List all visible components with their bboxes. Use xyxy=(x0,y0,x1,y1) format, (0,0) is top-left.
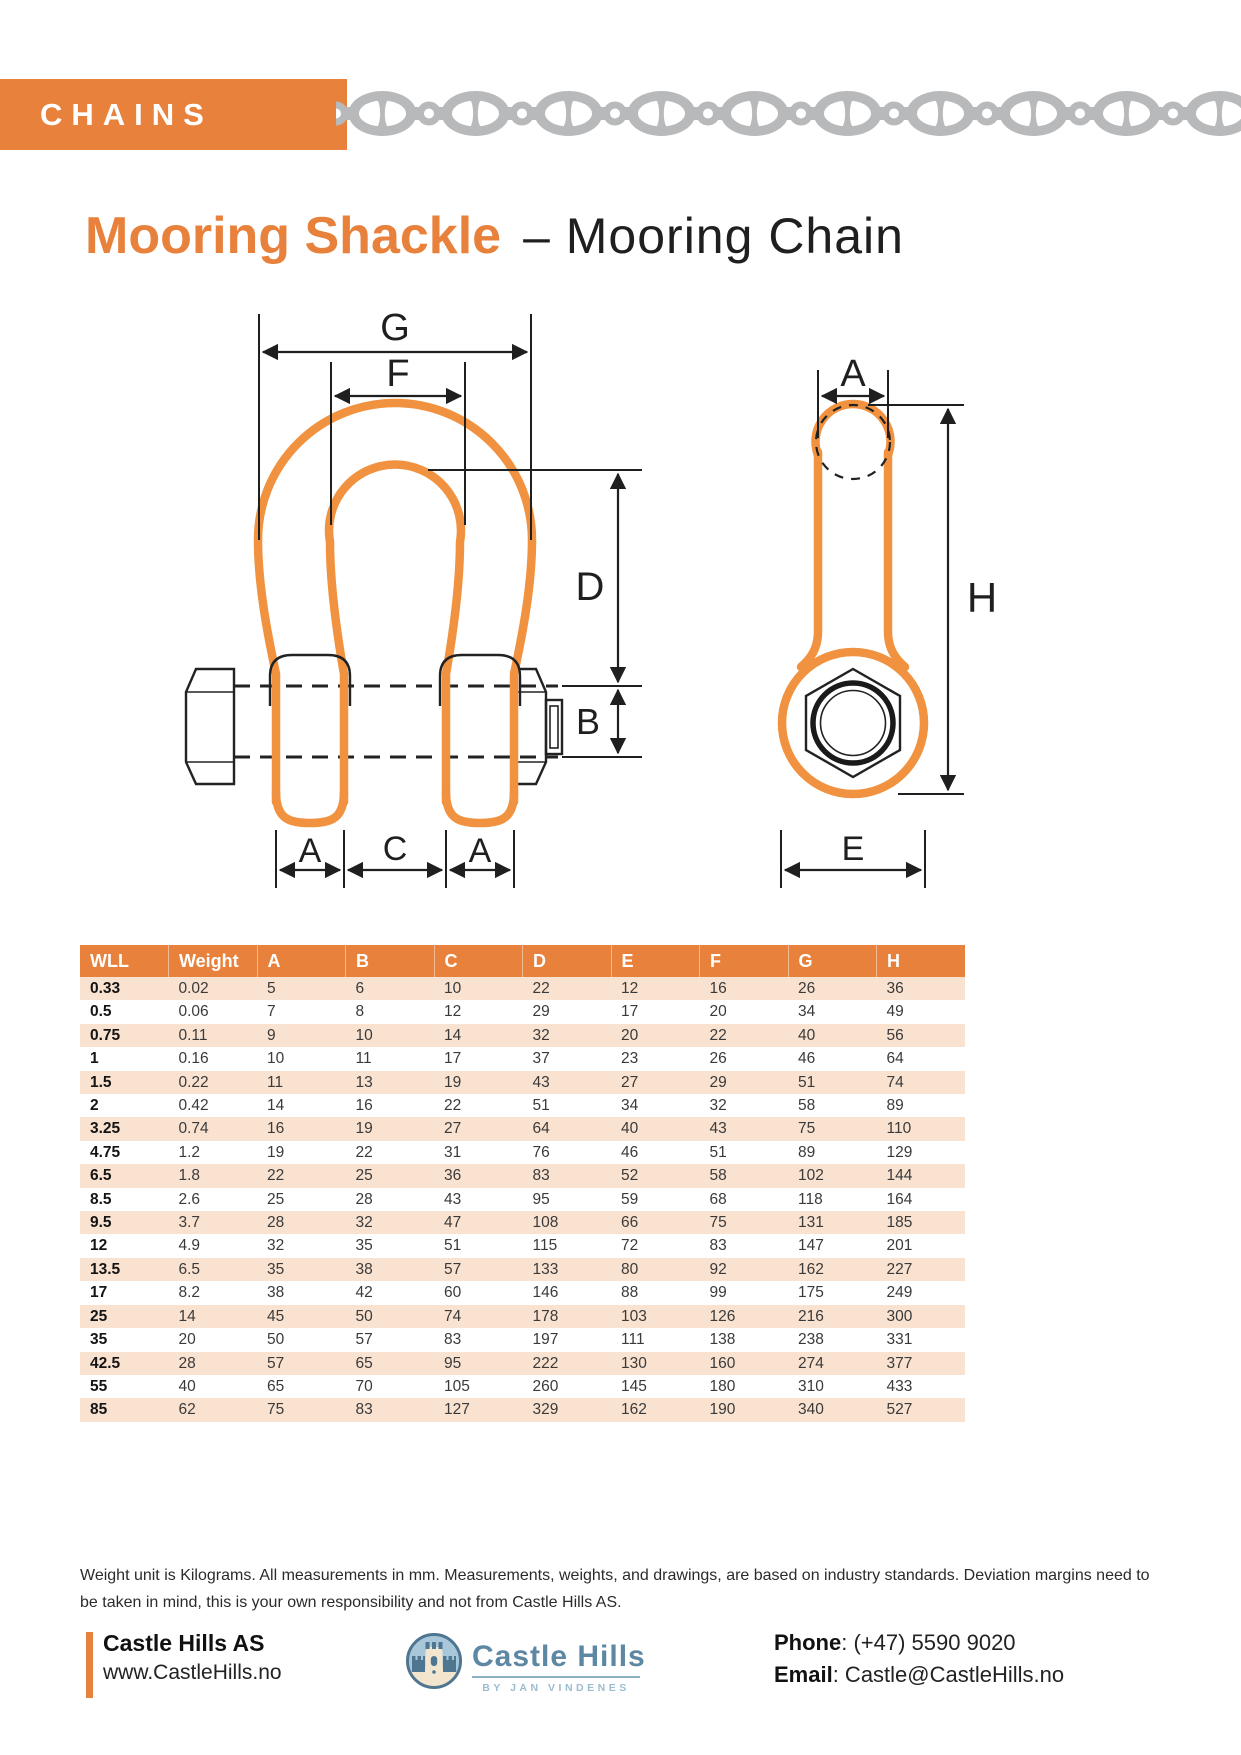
table-cell: 144 xyxy=(877,1164,966,1187)
table-cell: 43 xyxy=(700,1117,789,1140)
table-cell: 111 xyxy=(621,1331,645,1349)
cell-wll: 25 xyxy=(80,1305,169,1328)
cell-wll: 17 xyxy=(90,1284,108,1302)
table-row xyxy=(80,1141,965,1164)
table-cell: 32 xyxy=(523,1024,612,1047)
cell-wll: 42.5 xyxy=(80,1352,169,1375)
table-cell: 29 xyxy=(532,1003,550,1021)
table-cell: 129 xyxy=(886,1143,913,1161)
table-cell: 72 xyxy=(621,1237,639,1255)
table-cell: 27 xyxy=(611,1071,700,1094)
table-row xyxy=(80,1211,965,1234)
table-cell: 178 xyxy=(523,1305,612,1328)
table-cell: 46 xyxy=(798,1050,816,1068)
table-cell: 70 xyxy=(355,1377,373,1395)
page-title xyxy=(85,206,904,266)
chains-category-banner xyxy=(0,79,347,150)
table-cell: 201 xyxy=(886,1237,913,1255)
table-cell: 1.8 xyxy=(169,1164,258,1187)
table-cell: 102 xyxy=(788,1164,877,1187)
table-cell: 40 xyxy=(788,1024,877,1047)
table-cell: 51 xyxy=(709,1143,727,1161)
table-cell: 16 xyxy=(257,1117,346,1140)
cell-wll: 85 xyxy=(80,1398,169,1421)
table-row xyxy=(80,1375,965,1398)
cell-wll: 55 xyxy=(90,1377,108,1395)
shackle-left-foot xyxy=(276,792,344,823)
cell-wll: 6.5 xyxy=(80,1164,169,1187)
cell-wll: 9.5 xyxy=(80,1211,169,1234)
table-cell: 238 xyxy=(798,1331,824,1349)
table-cell: 36 xyxy=(434,1164,523,1187)
table-cell: 43 xyxy=(523,1071,612,1094)
table-cell: 10 xyxy=(434,977,523,1000)
table-row xyxy=(80,1071,965,1094)
table-cell: 3.7 xyxy=(169,1211,258,1234)
column-header: E xyxy=(611,945,700,977)
table-cell: 16 xyxy=(700,977,789,1000)
table-cell: 36 xyxy=(877,977,966,1000)
table-cell: 310 xyxy=(798,1377,824,1395)
table-cell: 83 xyxy=(444,1331,462,1349)
table-cell: 22 xyxy=(444,1097,462,1115)
side-view-drawing xyxy=(781,353,997,888)
footer-logo-subtitle: BY JAN VINDENES xyxy=(482,1682,630,1694)
table-cell: 29 xyxy=(700,1071,789,1094)
disclaimer-text: Weight unit is Kilograms. All measurements in mm. Measurements, weights, and drawings, are based on industry standards. Deviation margins need to be taken in mind, this is your own responsibility and not from Castle Hills AS. xyxy=(80,1567,1150,1611)
page-title-product: Mooring Shackle xyxy=(85,207,502,265)
table-cell: 38 xyxy=(346,1258,435,1281)
cell-wll: 4.75 xyxy=(90,1143,121,1161)
table-cell: 300 xyxy=(877,1305,966,1328)
table-row xyxy=(80,1024,965,1047)
table-cell: 12 xyxy=(444,1003,462,1021)
table-cell: 331 xyxy=(886,1331,913,1349)
column-header: G xyxy=(788,945,877,977)
table-cell: 27 xyxy=(434,1117,523,1140)
table-cell: 83 xyxy=(709,1237,727,1255)
table-cell: 75 xyxy=(788,1117,877,1140)
table-cell: 108 xyxy=(523,1211,612,1234)
stud-link-chain-icon xyxy=(336,86,1241,142)
column-header: D xyxy=(523,945,612,977)
table-cell: 49 xyxy=(886,1003,904,1021)
cell-wll: 0.75 xyxy=(80,1024,169,1047)
side-eye-outline xyxy=(782,652,924,794)
table-cell: 329 xyxy=(523,1398,612,1421)
column-header: WLL xyxy=(80,945,169,977)
table-cell: 80 xyxy=(611,1258,700,1281)
page-title-separator: – xyxy=(523,211,550,264)
table-cell: 162 xyxy=(788,1258,877,1281)
table-cell: 28 xyxy=(169,1352,258,1375)
table-cell: 60 xyxy=(444,1284,462,1302)
table-cell: 105 xyxy=(444,1377,470,1395)
footer-email xyxy=(774,1662,1064,1688)
table-row xyxy=(80,1094,965,1117)
table-cell: 76 xyxy=(532,1143,550,1161)
cell-wll: 1.5 xyxy=(80,1071,169,1094)
table-cell: 64 xyxy=(886,1050,904,1068)
side-body-right-outline xyxy=(888,452,905,667)
table-cell: 0.16 xyxy=(178,1050,209,1068)
table-cell: 74 xyxy=(434,1305,523,1328)
table-cell: 227 xyxy=(877,1258,966,1281)
table-cell: 185 xyxy=(877,1211,966,1234)
cell-wll: 0.5 xyxy=(90,1003,112,1021)
dim-label-f: F xyxy=(386,353,410,395)
dim-label-a-left: A xyxy=(298,832,322,870)
chains-banner-label: CHAINS xyxy=(40,96,213,132)
column-header: B xyxy=(346,945,435,977)
footer-email-label: Email xyxy=(774,1662,833,1687)
table-cell: 22 xyxy=(257,1164,346,1187)
table-cell: 57 xyxy=(434,1258,523,1281)
table-cell: 216 xyxy=(788,1305,877,1328)
table-cell: 19 xyxy=(346,1117,435,1140)
table-cell: 23 xyxy=(621,1050,639,1068)
table-cell: 110 xyxy=(877,1117,966,1140)
table-cell: 138 xyxy=(709,1331,736,1349)
table-cell: 433 xyxy=(886,1377,913,1395)
footer-website-link[interactable]: www.CastleHills.no xyxy=(103,1661,282,1684)
dim-label-g: G xyxy=(380,307,410,349)
table-row xyxy=(80,1328,965,1351)
table-cell: 2.6 xyxy=(178,1190,201,1208)
spec-table xyxy=(80,945,965,1422)
table-cell: 11 xyxy=(257,1071,346,1094)
table-cell: 147 xyxy=(798,1237,824,1255)
cell-wll: 3.25 xyxy=(80,1117,169,1140)
table-cell: 50 xyxy=(346,1305,435,1328)
table-cell: 88 xyxy=(621,1284,639,1302)
table-cell: 130 xyxy=(611,1352,700,1375)
table-cell: 197 xyxy=(532,1331,559,1349)
table-cell: 8.2 xyxy=(178,1284,201,1302)
cell-wll: 2 xyxy=(90,1097,99,1115)
column-header: C xyxy=(434,945,523,977)
table-cell: 0.42 xyxy=(178,1097,209,1115)
table-cell: 35 xyxy=(355,1237,373,1255)
table-cell: 5 xyxy=(257,977,346,1000)
table-cell: 0.06 xyxy=(178,1003,209,1021)
table-row xyxy=(80,1188,965,1211)
footer-logo-rule xyxy=(472,1676,640,1678)
table-cell: 45 xyxy=(257,1305,346,1328)
table-cell: 31 xyxy=(444,1143,462,1161)
table-cell: 8 xyxy=(355,1003,365,1021)
table-cell: 40 xyxy=(611,1117,700,1140)
table-row xyxy=(80,1258,965,1281)
table-cell: 103 xyxy=(611,1305,700,1328)
table-cell: 28 xyxy=(257,1211,346,1234)
table-cell: 68 xyxy=(709,1190,727,1208)
table-cell: 131 xyxy=(788,1211,877,1234)
table-cell: 6.5 xyxy=(169,1258,258,1281)
dim-label-c: C xyxy=(382,830,408,868)
table-cell: 19 xyxy=(267,1143,285,1161)
table-cell: 10 xyxy=(267,1050,285,1068)
table-cell: 20 xyxy=(611,1024,700,1047)
cell-wll: 0.33 xyxy=(80,977,169,1000)
table-cell: 59 xyxy=(621,1190,639,1208)
table-row xyxy=(80,1352,965,1375)
table-row xyxy=(80,1281,965,1304)
table-cell: 83 xyxy=(346,1398,435,1421)
spec-table-header-row xyxy=(80,945,965,977)
side-top-arc xyxy=(816,404,891,455)
table-cell: 274 xyxy=(788,1352,877,1375)
table-cell: 95 xyxy=(434,1352,523,1375)
footer-phone-label: Phone xyxy=(774,1630,842,1655)
table-cell: 64 xyxy=(523,1117,612,1140)
table-cell: 74 xyxy=(877,1071,966,1094)
table-cell: 0.74 xyxy=(169,1117,258,1140)
table-cell: 190 xyxy=(700,1398,789,1421)
footer-email-value[interactable]: : Castle@CastleHills.no xyxy=(832,1662,1065,1687)
table-cell: 12 xyxy=(611,977,700,1000)
shackle-bow-inner-outline xyxy=(329,465,461,802)
footer-company-name: Castle Hills AS xyxy=(103,1630,265,1656)
dim-label-h: H xyxy=(966,574,998,621)
table-cell: 32 xyxy=(709,1097,727,1115)
table-cell: 99 xyxy=(709,1284,727,1302)
table-row xyxy=(80,1234,965,1257)
cell-wll: 12 xyxy=(90,1237,108,1255)
table-cell: 0.11 xyxy=(169,1024,258,1047)
table-row xyxy=(80,1305,965,1328)
side-body-left-outline xyxy=(801,452,818,667)
table-cell: 19 xyxy=(434,1071,523,1094)
table-cell: 89 xyxy=(798,1143,816,1161)
table-cell: 22 xyxy=(700,1024,789,1047)
table-cell: 51 xyxy=(444,1237,462,1255)
column-header: Weight xyxy=(169,945,258,977)
table-cell: 37 xyxy=(532,1050,550,1068)
column-header: H xyxy=(877,945,966,977)
table-cell: 20 xyxy=(178,1331,196,1349)
table-cell: 0.22 xyxy=(169,1071,258,1094)
side-bolt-circle xyxy=(813,683,893,763)
table-cell: 52 xyxy=(611,1164,700,1187)
dim-label-e: E xyxy=(841,830,865,868)
page-title-category: Mooring Chain xyxy=(565,208,904,264)
footer-phone-value: : (+47) 5590 9020 xyxy=(841,1630,1016,1655)
footer-accent-bar xyxy=(86,1632,93,1698)
footer-logo-wordmark: Castle Hills xyxy=(472,1640,646,1673)
table-cell: 22 xyxy=(523,977,612,1000)
table-cell: 17 xyxy=(444,1050,462,1068)
table-cell: 4.9 xyxy=(178,1237,201,1255)
table-cell: 249 xyxy=(886,1284,913,1302)
front-view-drawing xyxy=(186,307,642,888)
table-cell: 28 xyxy=(355,1190,373,1208)
table-cell: 42 xyxy=(355,1284,373,1302)
table-cell: 118 xyxy=(798,1190,823,1208)
castle-hills-logo-icon xyxy=(404,1631,464,1691)
table-cell: 25 xyxy=(346,1164,435,1187)
table-cell: 34 xyxy=(621,1097,639,1115)
table-cell: 11 xyxy=(355,1050,372,1068)
table-cell: 62 xyxy=(169,1398,258,1421)
shackle-right-foot xyxy=(446,792,514,823)
table-cell: 32 xyxy=(346,1211,435,1234)
table-cell: 20 xyxy=(709,1003,727,1021)
table-cell: 146 xyxy=(532,1284,559,1302)
table-row xyxy=(80,1047,965,1070)
column-header: A xyxy=(257,945,346,977)
table-cell: 50 xyxy=(267,1331,285,1349)
shackle-technical-drawing xyxy=(0,260,1241,910)
table-cell: 58 xyxy=(700,1164,789,1187)
table-cell: 51 xyxy=(788,1071,877,1094)
table-cell: 17 xyxy=(621,1003,639,1021)
dim-label-d: D xyxy=(575,565,605,609)
table-cell: 65 xyxy=(267,1377,285,1395)
table-cell: 127 xyxy=(434,1398,523,1421)
table-cell: 9 xyxy=(257,1024,346,1047)
table-cell: 0.02 xyxy=(169,977,258,1000)
table-cell: 6 xyxy=(346,977,435,1000)
table-cell: 89 xyxy=(886,1097,904,1115)
dim-label-a-right: A xyxy=(468,832,492,870)
table-cell: 26 xyxy=(788,977,877,1000)
table-cell: 35 xyxy=(257,1258,346,1281)
table-cell: 340 xyxy=(788,1398,877,1421)
table-row xyxy=(80,1164,965,1187)
dim-label-b: B xyxy=(575,701,601,742)
table-cell: 377 xyxy=(877,1352,966,1375)
table-cell: 13 xyxy=(346,1071,435,1094)
table-cell: 1.2 xyxy=(178,1143,201,1161)
table-cell: 222 xyxy=(523,1352,612,1375)
table-cell: 83 xyxy=(523,1164,612,1187)
dim-label-side-a: A xyxy=(840,353,866,395)
table-cell: 43 xyxy=(444,1190,462,1208)
table-cell: 38 xyxy=(267,1284,285,1302)
table-cell: 115 xyxy=(532,1237,558,1255)
table-cell: 14 xyxy=(169,1305,258,1328)
cell-wll: 8.5 xyxy=(90,1190,112,1208)
pin-hex-head-icon xyxy=(186,669,234,784)
column-header: F xyxy=(700,945,789,977)
table-cell: 180 xyxy=(709,1377,736,1395)
table-cell: 92 xyxy=(700,1258,789,1281)
table-cell: 16 xyxy=(355,1097,373,1115)
table-cell: 164 xyxy=(886,1190,913,1208)
table-cell: 25 xyxy=(267,1190,285,1208)
footer-phone xyxy=(774,1630,1016,1656)
table-cell: 160 xyxy=(700,1352,789,1375)
table-cell: 10 xyxy=(346,1024,435,1047)
table-cell: 66 xyxy=(611,1211,700,1234)
table-cell: 175 xyxy=(798,1284,824,1302)
table-cell: 95 xyxy=(532,1190,550,1208)
table-cell: 75 xyxy=(257,1398,346,1421)
table-cell: 47 xyxy=(434,1211,523,1234)
cell-wll: 1 xyxy=(90,1050,99,1068)
table-cell: 51 xyxy=(532,1097,550,1115)
table-cell: 34 xyxy=(798,1003,816,1021)
table-cell: 75 xyxy=(700,1211,789,1234)
table-cell: 133 xyxy=(523,1258,612,1281)
table-row xyxy=(80,977,965,1000)
table-cell: 46 xyxy=(621,1143,639,1161)
cell-wll: 35 xyxy=(90,1331,108,1349)
table-cell: 260 xyxy=(532,1377,559,1395)
table-cell: 32 xyxy=(267,1237,285,1255)
table-cell: 56 xyxy=(877,1024,966,1047)
table-cell: 22 xyxy=(355,1143,373,1161)
table-cell: 65 xyxy=(346,1352,435,1375)
table-cell: 14 xyxy=(267,1097,285,1115)
table-cell: 126 xyxy=(700,1305,789,1328)
table-row xyxy=(80,1117,965,1140)
spec-table-body xyxy=(80,977,965,1422)
table-row xyxy=(80,1000,965,1023)
table-cell: 57 xyxy=(257,1352,346,1375)
table-cell: 7 xyxy=(267,1003,276,1021)
cell-wll: 13.5 xyxy=(80,1258,169,1281)
table-cell: 162 xyxy=(611,1398,700,1421)
table-cell: 145 xyxy=(621,1377,647,1395)
table-cell: 14 xyxy=(434,1024,523,1047)
table-row xyxy=(80,1398,965,1421)
table-cell: 40 xyxy=(178,1377,196,1395)
table-cell: 527 xyxy=(877,1398,966,1421)
table-cell: 57 xyxy=(355,1331,373,1349)
table-cell: 58 xyxy=(798,1097,816,1115)
table-cell: 26 xyxy=(709,1050,727,1068)
